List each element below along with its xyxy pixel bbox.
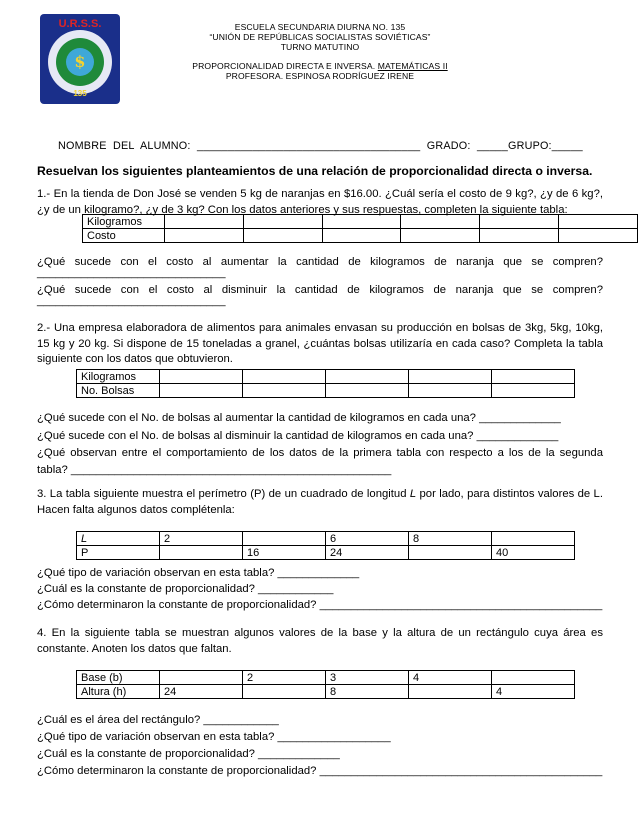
table-cell[interactable] (322, 229, 401, 243)
table-cell[interactable] (492, 671, 575, 685)
table-row (83, 229, 638, 243)
table-cell[interactable]: 16 (243, 546, 326, 560)
subject-topic: PROPORCIONALIDAD DIRECTA E INVERSA. (192, 61, 378, 71)
table-row-header: Base (b) (77, 671, 160, 685)
table-row-header: L (77, 532, 160, 546)
problem-2-question-3: ¿Qué observan entre el comportamiento de los datos de la primera tabla con respecto a los de la segunda (37, 447, 603, 459)
problem-2-question-1: ¿Qué sucede con el No. de bolsas al aumentar la cantidad de kilogramos en cada una? _____________ (37, 412, 561, 424)
table-cell[interactable]: 40 (492, 546, 575, 560)
svg-text:$: $ (74, 52, 86, 71)
problem-2-question-3-answer[interactable]: tabla? ___________________________________________________ (37, 464, 392, 476)
table-cell[interactable]: 4 (492, 685, 575, 699)
table-cell[interactable] (409, 370, 492, 384)
problem-3-text (37, 487, 603, 518)
school-shift: TURNO MATUTINO (280, 42, 360, 52)
table-cell[interactable] (243, 370, 326, 384)
table-row-header: P (77, 546, 160, 560)
table-cell[interactable]: 24 (326, 546, 409, 560)
school-full-name: “UNIÓN DE REPÚBLICAS SOCIALISTAS SOVIÉTICAS” (209, 32, 431, 42)
problem-3-text-a: 3. La tabla siguiente muestra el perímetro (P) de un cuadrado de longitud (37, 488, 410, 500)
problem-4-question-2: ¿Qué tipo de variación observan en esta tabla? __________________ (37, 731, 391, 743)
table-cell[interactable] (492, 384, 575, 398)
problem-3-var: L (409, 488, 417, 500)
table-cell[interactable] (409, 546, 492, 560)
table-cell[interactable] (409, 685, 492, 699)
table-cell[interactable]: 6 (326, 532, 409, 546)
problem-3-table (76, 531, 575, 560)
table-cell[interactable] (401, 215, 480, 229)
logo-emblem (38, 12, 122, 106)
logo-title: U.R.S.S. (58, 18, 102, 30)
table-cell[interactable]: 2 (243, 671, 326, 685)
table-row (77, 546, 575, 560)
problem-2-text: 2.- Una empresa elaboradora de alimentos para animales envasan su producción en bolsas de 3kg, 5kg, 10kg, 15 kg y 20 kg. Si dispone de 15 toneladas a granel, ¿cuántas bolsas utilizaría en cada caso? Completa la tabla siguiente con los datos que obtuvieron. (37, 322, 603, 366)
table-cell[interactable] (326, 384, 409, 398)
problem-4-text: 4. En la siguiente tabla se muestran algunos valores de la base y la altura de un rectángulo cuya área es constante. Anoten los datos que faltan. (37, 627, 603, 655)
table-cell[interactable] (243, 685, 326, 699)
problem-1-answer-2[interactable]: ______________________________ (37, 295, 226, 307)
problem-3-question-3: ¿Cómo determinaron la constante de proporcionalidad? _____________________________________________ (37, 599, 603, 611)
subject-course: MATEMÁTICAS II (377, 61, 448, 71)
problem-3-question-1: ¿Qué tipo de variación observan en esta tabla? _____________ (37, 567, 360, 579)
table-cell[interactable] (160, 370, 243, 384)
teacher-line: PROFESORA. ESPINOSA RODRÍGUEZ IRENE (225, 71, 415, 81)
problem-3-question-2: ¿Cuál es la constante de proporcionalidad? ____________ (37, 583, 334, 595)
table-row-header: Costo (83, 229, 165, 243)
table-row (83, 215, 638, 229)
logo-number: 135 (73, 89, 87, 98)
table-cell[interactable]: 3 (326, 671, 409, 685)
table-cell[interactable] (160, 546, 243, 560)
table-cell[interactable] (164, 215, 243, 229)
table-row-header: Altura (h) (77, 685, 160, 699)
table-cell[interactable]: 24 (160, 685, 243, 699)
table-row (77, 384, 575, 398)
school-name: ESCUELA SECUNDARIA DIURNA NO. 135 (234, 22, 406, 32)
table-cell[interactable]: 4 (409, 671, 492, 685)
table-cell[interactable] (492, 532, 575, 546)
table-row (77, 671, 575, 685)
table-cell[interactable] (164, 229, 243, 243)
instructions-title: Resuelvan los siguientes planteamientos de una relación de proporcionalidad directa o inversa. (37, 164, 593, 178)
problem-1-question-2: ¿Qué sucede con el costo al disminuir la cantidad de kilogramos de naranja que se compren? (37, 284, 603, 296)
table-cell[interactable] (243, 384, 326, 398)
problem-4-question-3: ¿Cuál es la constante de proporcionalidad? _____________ (37, 748, 340, 760)
table-row (77, 532, 575, 546)
problem-4-question-1: ¿Cuál es el área del rectángulo? ____________ (37, 714, 279, 726)
table-cell[interactable]: 8 (409, 532, 492, 546)
table-row (77, 685, 575, 699)
table-cell[interactable] (160, 384, 243, 398)
table-row-header: Kilogramos (77, 370, 160, 384)
table-cell[interactable] (480, 229, 559, 243)
table-cell[interactable] (409, 384, 492, 398)
problem-4-question-4: ¿Cómo determinaron la constante de proporcionalidad? _____________________________________________ (37, 765, 603, 777)
table-cell[interactable] (559, 215, 638, 229)
problem-2-table (76, 369, 575, 398)
table-cell[interactable] (559, 229, 638, 243)
student-info-line[interactable]: NOMBRE DEL ALUMNO: ____________________________________ GRADO: _____GRUPO:_____ (58, 140, 583, 152)
problem-2-question-2: ¿Qué sucede con el No. de bolsas al disminuir la cantidad de kilogramos en cada una? _____________ (37, 430, 559, 442)
problem-4-table (76, 670, 575, 699)
table-cell[interactable] (243, 229, 322, 243)
table-row (77, 370, 575, 384)
table-cell[interactable] (322, 215, 401, 229)
problem-1-question-1: ¿Qué sucede con el costo al aumentar la cantidad de kilogramos de naranja que se compren? (37, 256, 603, 268)
table-cell[interactable] (243, 532, 326, 546)
table-cell[interactable] (243, 215, 322, 229)
table-row-header: No. Bolsas (77, 384, 160, 398)
table-cell[interactable] (492, 370, 575, 384)
problem-3-text-b: por lado, para distintos valores de L. Hacen falta algunos datos complétenla: (37, 488, 603, 516)
table-cell[interactable]: 2 (160, 532, 243, 546)
table-cell[interactable] (160, 671, 243, 685)
table-cell[interactable]: 8 (326, 685, 409, 699)
table-cell[interactable] (401, 229, 480, 243)
problem-1-answer-1[interactable]: ______________________________ (37, 267, 226, 279)
school-logo (38, 12, 122, 106)
problem-1-table (82, 214, 638, 243)
table-cell[interactable] (480, 215, 559, 229)
problem-1-text: 1.- En la tienda de Don José se venden 5 kg de naranjas en $16.00. ¿Cuál sería el costo de 9 kg?, ¿y de 6 kg?, ¿y de un kilogramo?, ¿y de 3 kg? Con los datos anteriores y sus respuestas, completen la siguiente tabla: (37, 188, 603, 216)
table-cell[interactable] (326, 370, 409, 384)
table-row-header: Kilogramos (83, 215, 165, 229)
